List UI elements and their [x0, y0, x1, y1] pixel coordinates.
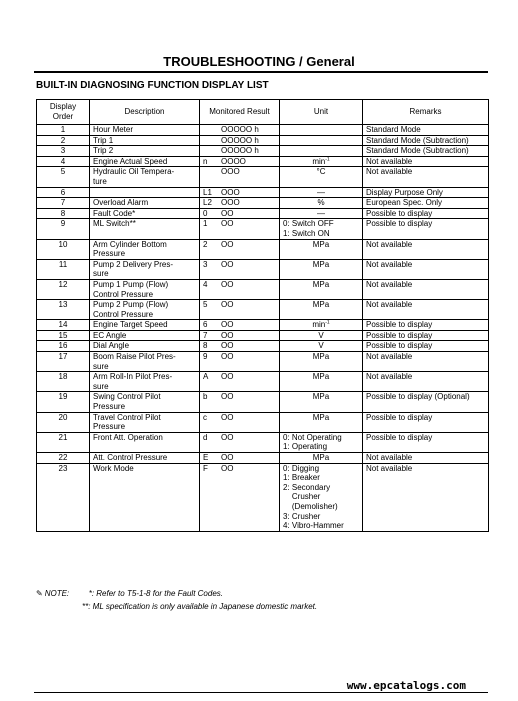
result-code: 2 [203, 239, 208, 249]
monitored-result-cell [200, 219, 280, 239]
result-code: 1 [203, 219, 208, 229]
remarks-cell: Not available [363, 372, 489, 392]
description-cell [90, 187, 200, 198]
unit-cell [280, 463, 363, 531]
remarks-cell: Standard Mode (Subtraction) [363, 146, 489, 157]
remarks-cell: Not available [363, 300, 489, 320]
note-line-1 [36, 587, 317, 600]
description-cell: Arm Cylinder Bottom Pressure [90, 239, 200, 259]
description-cell: Work Mode [90, 463, 200, 531]
display-order-cell: 4 [37, 156, 90, 167]
display-order-cell: 20 [37, 412, 90, 432]
description-cell: Engine Actual Speed [90, 156, 200, 167]
display-order-cell: 5 [37, 167, 90, 187]
result-value: OOOOO h [221, 125, 259, 134]
unit-cell [280, 372, 363, 392]
unit-cell [280, 392, 363, 412]
remarks-cell: Possible to display (Optional) [363, 392, 489, 412]
display-order-cell: 2 [37, 135, 90, 146]
result-value: OOO [221, 198, 240, 208]
result-code: F [203, 463, 208, 473]
description-cell: Front Att. Operation [90, 432, 200, 452]
unit-text: min [312, 320, 326, 330]
remarks-cell: Possible to display [363, 341, 489, 352]
display-order-cell: 18 [37, 372, 90, 392]
monitored-result-cell [200, 372, 280, 392]
result-code: 8 [203, 341, 208, 351]
result-value: OOO [221, 187, 240, 197]
result-code: d [203, 432, 208, 442]
monitored-result-cell [200, 341, 280, 352]
unit-cell [280, 239, 363, 259]
description-cell: Pump 2 Delivery Pres- sure [90, 259, 200, 279]
monitored-result-cell [200, 432, 280, 452]
result-code: E [203, 453, 209, 462]
table-row [37, 219, 489, 239]
unit-text: V [318, 330, 324, 340]
display-order-cell: 15 [37, 330, 90, 341]
monitored-result-cell [200, 146, 280, 157]
result-value: OO [221, 239, 234, 249]
result-code: L1 [203, 187, 212, 197]
unit-cell [280, 320, 363, 331]
table-row [37, 352, 489, 372]
result-value: OO [221, 372, 234, 382]
table-header-row [37, 100, 489, 125]
monitored-result-cell [200, 259, 280, 279]
remarks-cell: Display Purpose Only [363, 187, 489, 198]
monitored-result-cell [200, 300, 280, 320]
remarks-cell: Possible to display [363, 320, 489, 331]
table-row [37, 341, 489, 352]
display-order-cell: 13 [37, 300, 90, 320]
result-value: OO [221, 300, 234, 310]
remarks-cell: Not available [363, 279, 489, 299]
remarks-cell: Possible to display [363, 432, 489, 452]
monitored-result-cell [200, 279, 280, 299]
remarks-cell: Not available [363, 156, 489, 167]
result-value: OO [221, 341, 234, 351]
remarks-cell: Possible to display [363, 208, 489, 219]
description-cell: ML Switch** [90, 219, 200, 239]
remarks-cell: Possible to display [363, 330, 489, 341]
display-order-cell: 8 [37, 208, 90, 219]
description-cell: Trip 2 [90, 146, 200, 157]
result-value: OO [221, 412, 234, 422]
remarks-cell: Not available [363, 167, 489, 187]
unit-cell [280, 208, 363, 219]
unit-cell [280, 352, 363, 372]
result-code: 7 [203, 330, 208, 340]
display-order-cell: 12 [37, 279, 90, 299]
unit-cell [280, 146, 363, 157]
result-code: 9 [203, 352, 208, 362]
unit-text: V [318, 341, 324, 351]
result-value: OO [221, 259, 234, 269]
remarks-cell: Possible to display [363, 219, 489, 239]
table-row [37, 392, 489, 412]
display-order-cell: 9 [37, 219, 90, 239]
result-value: OO [221, 219, 234, 229]
description-cell: Trip 1 [90, 135, 200, 146]
note-label: NOTE: [44, 589, 70, 598]
display-order-cell: 6 [37, 187, 90, 198]
result-value: OOOO [221, 156, 246, 166]
result-value: OO [221, 330, 234, 340]
description-cell: Fault Code* [90, 208, 200, 219]
note [36, 587, 317, 613]
monitored-result-cell [200, 453, 280, 464]
result-code: 3 [203, 259, 208, 269]
unit-cell [280, 341, 363, 352]
unit-text: MPa [312, 300, 330, 310]
col-header-remarks: Remarks [363, 100, 489, 125]
result-code: 5 [203, 300, 208, 310]
unit-text: min [312, 156, 326, 166]
display-order-cell: 23 [37, 463, 90, 531]
unit-cell [280, 167, 363, 187]
table-row [37, 187, 489, 198]
monitored-result-cell [200, 463, 280, 531]
unit-text: °C [316, 167, 326, 177]
display-order-cell: 16 [37, 341, 90, 352]
unit-text: — [317, 187, 325, 197]
note-text-2: **: ML specification is only available in Japanese domestic market. [82, 602, 318, 611]
display-order-cell: 22 [37, 453, 90, 464]
table-row [37, 208, 489, 219]
display-order-cell: 19 [37, 392, 90, 412]
unit-cell [280, 300, 363, 320]
unit-text: MPa [312, 279, 330, 289]
site-url: www.epcatalogs.com [346, 679, 466, 692]
description-cell: Pump 1 Pump (Flow) Control Pressure [90, 279, 200, 299]
remarks-cell: Not available [363, 352, 489, 372]
remarks-cell: Standard Mode (Subtraction) [363, 135, 489, 146]
remarks-cell: Not available [363, 259, 489, 279]
table-row [37, 156, 489, 167]
result-value: OO [221, 392, 234, 402]
result-value: OOOOO h [221, 135, 259, 145]
unit-superscript: -1 [325, 156, 330, 163]
unit-text: 0: Digging 1: Breaker 2: Secondary Crusher (Demolisher) 3: Crusher 4: Vibro-Hammer [283, 463, 344, 531]
result-code: n [203, 156, 208, 166]
monitored-result-cell [200, 239, 280, 259]
display-order-cell: 3 [37, 146, 90, 157]
table-row [37, 300, 489, 320]
table-row [37, 135, 489, 146]
monitored-result-cell [200, 187, 280, 198]
monitored-result-cell [200, 330, 280, 341]
table-row [37, 167, 489, 187]
unit-text: MPa [312, 412, 330, 422]
table-row [37, 125, 489, 136]
unit-cell [280, 412, 363, 432]
display-order-cell: 1 [37, 125, 90, 136]
unit-cell [280, 219, 363, 239]
result-code: 0 [203, 208, 208, 218]
display-order-cell: 21 [37, 432, 90, 452]
description-cell: Att. Control Pressure [90, 453, 200, 464]
table-row [37, 239, 489, 259]
monitored-result-cell [200, 156, 280, 167]
col-header-unit: Unit [280, 100, 363, 125]
description-cell: Hour Meter [90, 125, 200, 136]
result-value: OO [221, 453, 234, 462]
description-cell: EC Angle [90, 330, 200, 341]
result-code: A [203, 372, 209, 382]
result-value: OO [221, 352, 234, 362]
unit-cell [280, 135, 363, 146]
table-row [37, 198, 489, 209]
table-row [37, 259, 489, 279]
monitored-result-cell [200, 320, 280, 331]
monitored-result-cell [200, 392, 280, 412]
remarks-cell: Not available [363, 463, 489, 531]
display-order-cell: 7 [37, 198, 90, 209]
result-value: OO [221, 432, 234, 442]
footer-rule [34, 692, 488, 693]
result-code: 6 [203, 320, 208, 330]
pencil-icon: ✎ [36, 589, 43, 598]
col-header-description: Description [90, 100, 200, 125]
monitored-result-cell [200, 167, 280, 187]
description-cell: Engine Target Speed [90, 320, 200, 331]
table-row [37, 432, 489, 452]
unit-cell [280, 279, 363, 299]
diagnosing-table [36, 99, 489, 532]
display-order-cell: 11 [37, 259, 90, 279]
table-row [37, 279, 489, 299]
monitored-result-cell [200, 352, 280, 372]
table-row [37, 146, 489, 157]
result-code: c [203, 412, 207, 422]
description-cell: Overload Alarm [90, 198, 200, 209]
unit-text: MPa [312, 453, 330, 462]
unit-cell [280, 187, 363, 198]
description-cell: Pump 2 Pump (Flow) Control Pressure [90, 300, 200, 320]
unit-cell [280, 259, 363, 279]
table-row [37, 330, 489, 341]
monitored-result-cell [200, 198, 280, 209]
monitored-result-cell [200, 125, 280, 136]
result-value: OO [221, 279, 234, 289]
description-cell: Arm Roll-In Pilot Pres- sure [90, 372, 200, 392]
unit-cell [280, 198, 363, 209]
table-row [37, 320, 489, 331]
remarks-cell: Not available [363, 239, 489, 259]
unit-cell [280, 453, 363, 464]
description-cell: Hydraulic Oil Tempera- ture [90, 167, 200, 187]
description-cell: Dial Angle [90, 341, 200, 352]
result-value: OOOOO h [221, 146, 259, 156]
unit-cell [280, 432, 363, 452]
display-order-cell: 10 [37, 239, 90, 259]
note-text-1: *: Refer to T5-1-8 for the Fault Codes. [88, 589, 223, 598]
remarks-cell: Not available [363, 453, 489, 464]
description-cell: Boom Raise Pilot Pres- sure [90, 352, 200, 372]
unit-cell [280, 330, 363, 341]
table-row [37, 412, 489, 432]
result-code: b [203, 392, 208, 402]
col-header-monitored-result: Monitored Result [200, 100, 280, 125]
monitored-result-cell [200, 208, 280, 219]
unit-text: MPa [312, 372, 330, 382]
section-title: BUILT-IN DIAGNOSING FUNCTION DISPLAY LIST [36, 80, 269, 91]
unit-cell [280, 125, 363, 136]
monitored-result-cell [200, 135, 280, 146]
header-rule [34, 71, 488, 73]
unit-text: MPa [312, 392, 330, 402]
remarks-cell: Possible to display [363, 412, 489, 432]
unit-text: MPa [312, 239, 330, 249]
unit-text: — [317, 208, 325, 218]
unit-cell [280, 156, 363, 167]
description-cell: Travel Control Pilot Pressure [90, 412, 200, 432]
remarks-cell: European Spec. Only [363, 198, 489, 209]
table-row [37, 463, 489, 531]
unit-text: 0: Not Operating 1: Operating [283, 432, 342, 452]
result-value: OO [221, 463, 234, 473]
result-code: 4 [203, 279, 208, 289]
remarks-cell: Standard Mode [363, 125, 489, 136]
unit-text: % [317, 198, 325, 208]
unit-superscript: -1 [325, 319, 330, 326]
result-code: L2 [203, 198, 212, 208]
unit-text: 0: Switch OFF 1: Switch ON [283, 219, 334, 238]
table-row [37, 372, 489, 392]
display-order-cell: 17 [37, 352, 90, 372]
unit-text: MPa [312, 259, 330, 269]
display-order-cell: 14 [37, 320, 90, 331]
monitored-result-cell [200, 412, 280, 432]
table-body [37, 125, 489, 532]
unit-text: MPa [312, 352, 330, 362]
description-cell: Swing Control Pilot Pressure [90, 392, 200, 412]
page-title: TROUBLESHOOTING / General [163, 54, 355, 69]
col-header-display-order: Display Order [37, 100, 90, 125]
result-value: OO [221, 320, 234, 330]
result-value: OO [221, 208, 234, 218]
table-row [37, 453, 489, 464]
result-value: OOO [221, 167, 240, 177]
